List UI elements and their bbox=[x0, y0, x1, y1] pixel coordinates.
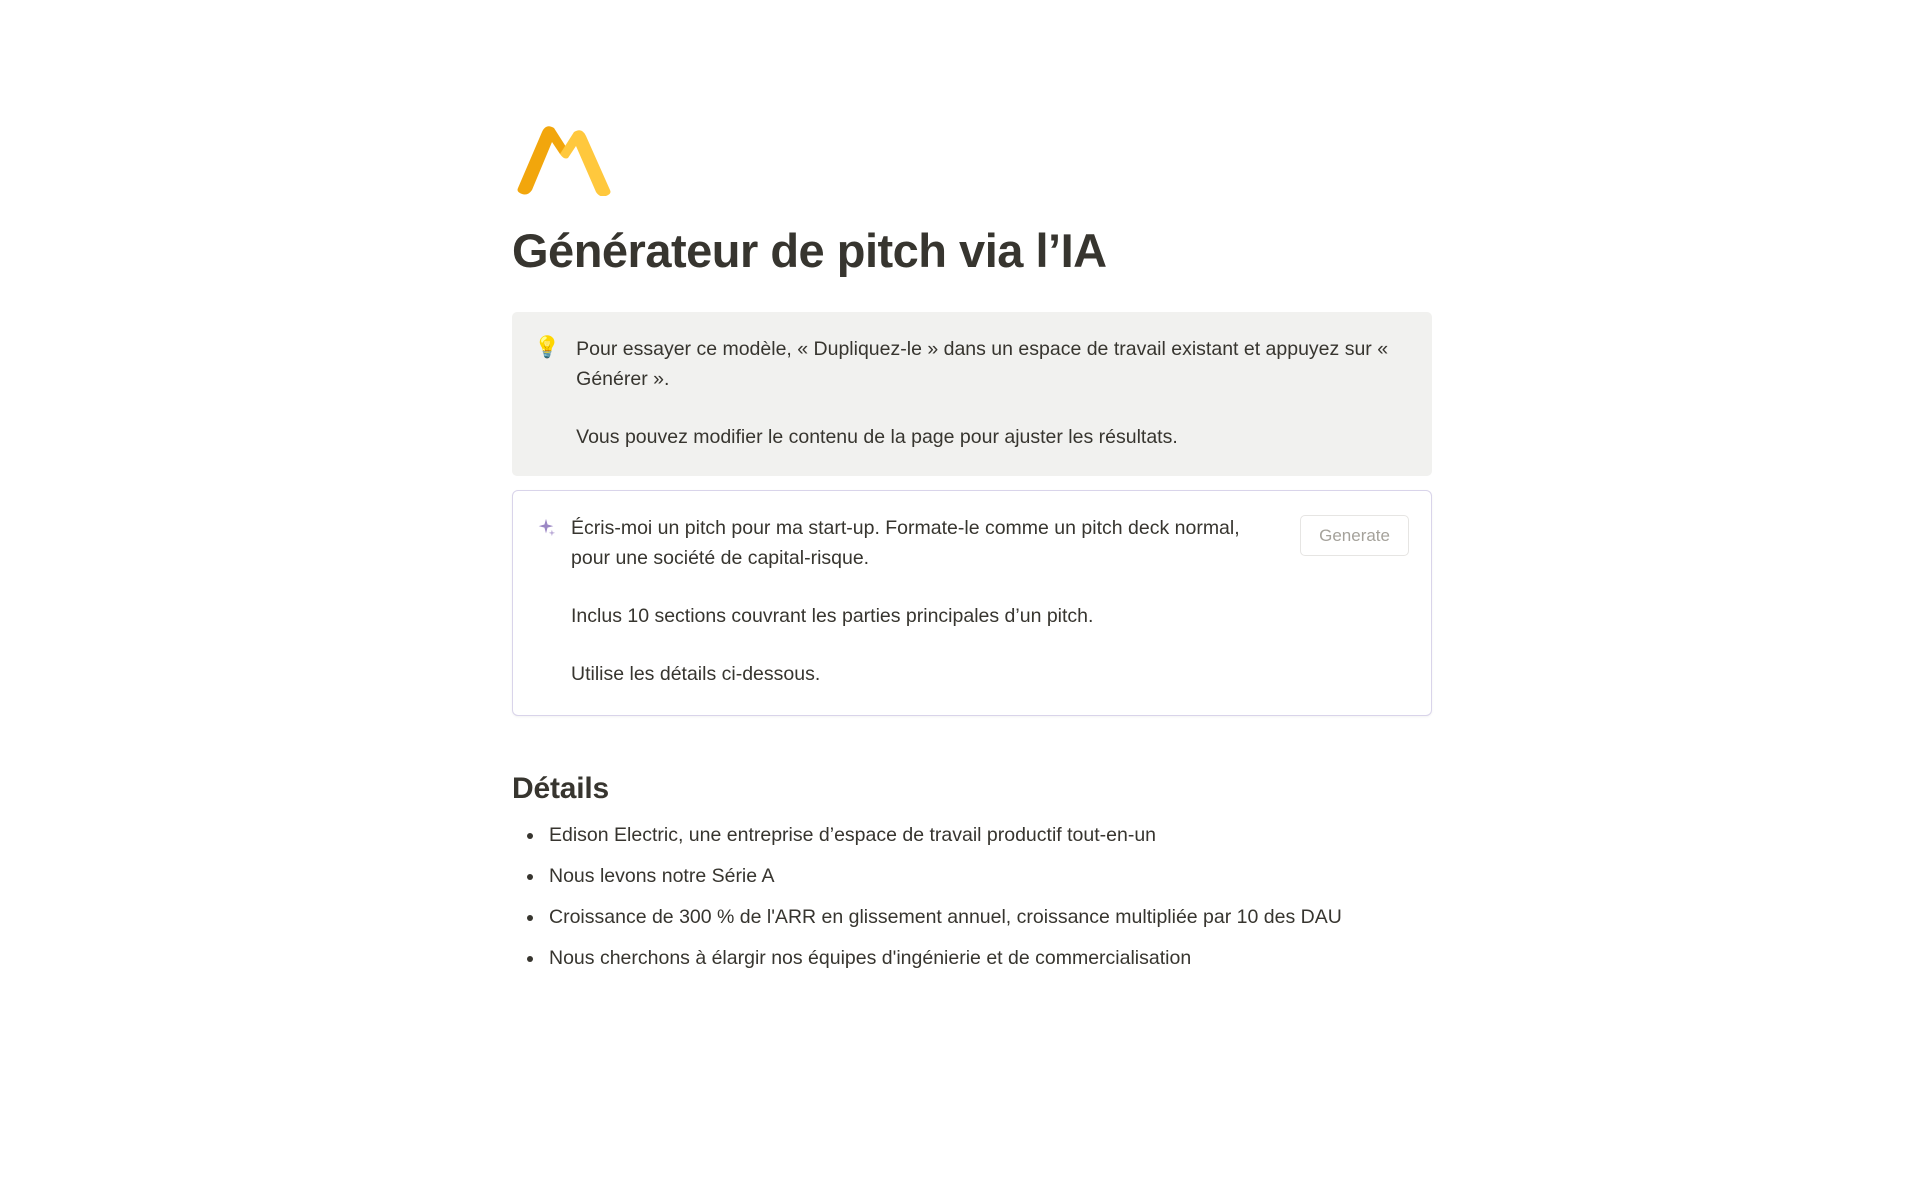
list-item: Croissance de 300 % de l'ARR en glissement annuel, croissance multipliée par 10 des DAU bbox=[512, 902, 1432, 933]
callout-body bbox=[576, 334, 1404, 452]
details-list bbox=[512, 820, 1432, 974]
ai-prompt-block[interactable] bbox=[512, 490, 1432, 716]
ai-prompt-text[interactable] bbox=[571, 513, 1286, 689]
callout-paragraph-1: Pour essayer ce modèle, « Dupliquez-le » dans un espace de travail existant et appuyez sur « Générer ». bbox=[576, 338, 1389, 391]
notion-ai-chevron-logo-icon bbox=[512, 120, 616, 196]
ai-prompt-paragraph-2: Inclus 10 sections couvrant les parties principales d’un pitch. bbox=[571, 605, 1094, 628]
callout-paragraph-2: Vous pouvez modifier le contenu de la page pour ajuster les résultats. bbox=[576, 426, 1178, 449]
details-heading: Détails bbox=[512, 772, 609, 806]
ai-sparkle-icon bbox=[535, 513, 557, 541]
list-item: Nous cherchons à élargir nos équipes d'ingénierie et de commercialisation bbox=[512, 943, 1432, 974]
list-item: Edison Electric, une entreprise d’espace de travail productif tout-en-un bbox=[512, 820, 1432, 851]
ai-prompt-paragraph-3: Utilise les détails ci-dessous. bbox=[571, 663, 821, 686]
generate-button[interactable]: Generate bbox=[1300, 515, 1409, 556]
page-content bbox=[512, 120, 1432, 984]
info-callout bbox=[512, 312, 1432, 476]
ai-prompt-paragraph-1: Écris-moi un pitch pour ma start-up. Formate-le comme un pitch deck normal, pour une société de capital-risque. bbox=[571, 517, 1240, 570]
lightbulb-icon: 💡 bbox=[534, 336, 561, 360]
list-item: Nous levons notre Série A bbox=[512, 861, 1432, 892]
page-title: Générateur de pitch via l’IA bbox=[512, 224, 1107, 277]
